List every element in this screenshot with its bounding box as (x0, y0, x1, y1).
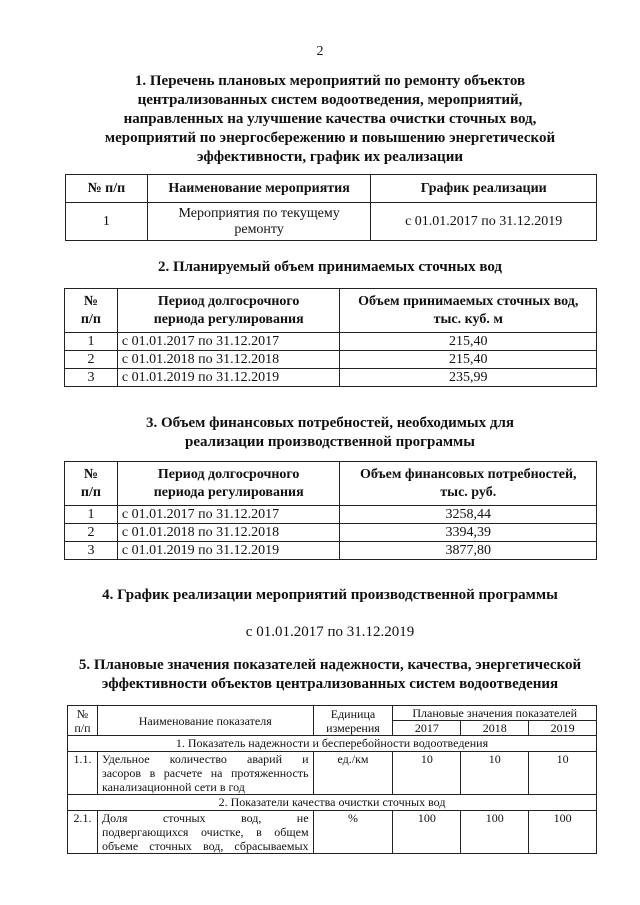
value-2017: 100 (393, 811, 461, 854)
table-row (65, 351, 597, 369)
col-header-year-2019: 2019 (529, 721, 597, 736)
indicator-unit: % (313, 811, 393, 854)
table-row (65, 333, 597, 351)
row-num: 3 (65, 542, 118, 560)
col-header-num: № п/п (68, 706, 98, 736)
col-header-num: № п/п (65, 289, 118, 333)
table-row (65, 506, 597, 524)
row-volume: 215,40 (340, 351, 597, 369)
row-finance: 3258,44 (340, 506, 597, 524)
row-period: с 01.01.2019 по 31.12.2019 (117, 542, 340, 560)
page-number: 2 (316, 44, 324, 59)
row-num: 1.1. (68, 752, 98, 795)
section-4-period: с 01.01.2017 по 31.12.2019 (245, 624, 415, 640)
col-header-plan: Плановые значения показателей (393, 706, 597, 721)
table-row (65, 524, 597, 542)
indicator-name: Доля сточных вод, не подвергающихся очистке, в общем объеме сточных вод, сбрасываемых (97, 811, 313, 854)
value-2018: 100 (461, 811, 529, 854)
col-header-period: Период долгосрочного периода регулирования (117, 289, 340, 333)
row-period: с 01.01.2018 по 31.12.2018 (117, 351, 340, 369)
row-finance: 3394,39 (340, 524, 597, 542)
section-2-title: 2. Планируемый объем принимаемых сточных вод (157, 259, 503, 275)
value-2018: 10 (461, 752, 529, 795)
row-volume: 215,40 (340, 333, 597, 351)
section-5-title: 5. Плановые значения показателей надежности, качества, энергетической эффективности объектов централизованных систем водоотведения (78, 657, 582, 692)
table-row (65, 542, 597, 560)
row-period: с 01.01.2019 по 31.12.2019 (117, 369, 340, 387)
col-header-name: Наименование мероприятия (147, 175, 371, 203)
col-header-period: Период долгосрочного периода регулирования (117, 462, 340, 506)
group-title-reliability: 1. Показатель надежности и бесперебойности водоотведения (68, 736, 597, 752)
row-volume: 235,99 (340, 369, 597, 387)
col-header-indicator: Наименование показателя (97, 706, 313, 736)
row-period: с 01.01.2017 по 31.12.2017 (117, 333, 340, 351)
col-header-year-2018: 2018 (461, 721, 529, 736)
table-row (66, 203, 597, 241)
section-3-title: 3. Объем финансовых потребностей, необходимых для реализации производственной программы (145, 415, 515, 450)
value-2017: 10 (393, 752, 461, 795)
col-header-volume: Объем принимаемых сточных вод, тыс. куб. м (340, 289, 597, 333)
indicators-table (67, 705, 597, 854)
row-num: 1 (66, 203, 148, 241)
col-header-finance: Объем финансовых потребностей, тыс. руб. (340, 462, 597, 506)
section-1-title: 1. Перечень плановых мероприятий по ремонту объектов централизованных систем водоотведения, мероприятий, направленных на улучшение качества очистки сточных вод, мероприятий по энергосбережению и повышению энергетической эффективности, график их реализации (104, 73, 556, 165)
table-row (68, 752, 597, 795)
row-finance: 3877,80 (340, 542, 597, 560)
row-num: 3 (65, 369, 118, 387)
row-num: 1 (65, 333, 118, 351)
row-num: 1 (65, 506, 118, 524)
value-2019: 100 (529, 811, 597, 854)
row-period: с 01.01.2017 по 31.12.2017 (117, 506, 340, 524)
col-header-num: № п/п (65, 462, 118, 506)
group-title-quality: 2. Показатели качества очистки сточных вод (68, 795, 597, 811)
col-header-unit: Единица измерения (313, 706, 393, 736)
table-row (65, 369, 597, 387)
col-header-year-2017: 2017 (393, 721, 461, 736)
table-row (68, 811, 597, 854)
row-num: 2 (65, 351, 118, 369)
indicator-name: Удельное количество аварий и засоров в расчете на протяженность канализационной сети в год (97, 752, 313, 795)
wastewater-volume-table (64, 288, 597, 387)
row-period: с 01.01.2018 по 31.12.2018 (117, 524, 340, 542)
indicator-unit: ед./км (313, 752, 393, 795)
activities-table (65, 174, 597, 241)
col-header-schedule: График реализации (371, 175, 597, 203)
col-header-num: № п/п (66, 175, 148, 203)
row-num: 2.1. (68, 811, 98, 854)
value-2019: 10 (529, 752, 597, 795)
row-num: 2 (65, 524, 118, 542)
activity-name: Мероприятия по текущему ремонту (147, 203, 371, 241)
section-4-title: 4. График реализации мероприятий производственной программы (102, 587, 558, 603)
activity-schedule: с 01.01.2017 по 31.12.2019 (371, 203, 597, 241)
financial-needs-table (64, 461, 597, 560)
